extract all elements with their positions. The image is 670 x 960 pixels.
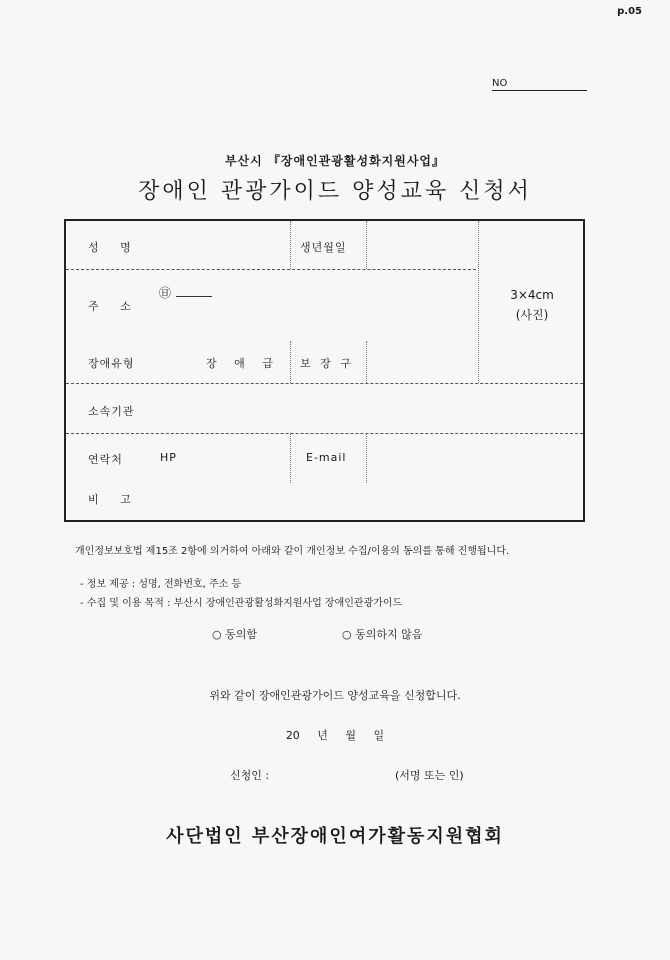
column-divider [366,341,367,383]
signature-note: (서명 또는 인) [395,769,464,782]
column-divider [366,433,367,483]
disagree-option[interactable]: ○ 동의하지 않음 [342,628,423,641]
column-divider [366,221,367,269]
affiliation-label: 소속기관 [88,405,135,418]
column-divider [290,341,291,383]
photo-label: (사진) [515,308,549,322]
address-label: 주 소 [88,300,140,313]
organization-name: 사단법인 부산장애인여가활동지원협회 [166,826,504,847]
photo-size: 3×4cm [510,288,554,302]
email-label: E-mail [306,451,347,464]
hp-label: HP [160,451,177,464]
consent-intro: 개인정보보호법 제15조 2항에 의거하여 아래와 같이 개인정보 수집/이용의 동의를 통해 진행됩니다. [75,546,510,557]
document-number-field [492,78,587,91]
consent-item: - 정보 제공 : 성명, 전화번호, 주소 등 [80,579,242,590]
column-divider [290,433,291,483]
postal-code-line [176,296,212,297]
guardian-label: 보 장 구 [300,357,352,370]
name-label: 성 명 [88,241,140,254]
postal-code-mark: ㊐ [159,286,172,300]
agree-option[interactable]: ○ 동의함 [212,628,257,641]
row-divider [66,383,583,384]
application-statement: 위와 같이 장애인관광가이드 양성교육을 신청합니다. [209,689,461,702]
contact-label: 연락처 [88,453,123,466]
form-subtitle: 부산시 『장애인관광활성화지원사업』 [224,154,446,168]
no-label: NO [492,78,508,89]
consent-item: - 수집 및 이용 목적 : 부산시 장애인관광활성화지원사업 장애인관광가이드 [80,598,403,609]
date-line: 20 년 월 일 [285,729,385,742]
note-label: 비 고 [88,493,140,506]
photo-area [479,285,585,325]
birth-label: 생년월일 [300,241,347,254]
row-divider [66,433,583,434]
applicant-label: 신청인 : [230,769,270,782]
page-number: p.05 [617,6,642,17]
application-form-table [64,219,585,522]
column-divider [290,221,291,269]
disability-grade-label: 장 애 급 [206,357,274,370]
form-title: 장애인 관광가이드 양성교육 신청서 [138,179,532,204]
disability-type-label: 장애유형 [88,357,135,370]
row-divider [66,269,476,270]
